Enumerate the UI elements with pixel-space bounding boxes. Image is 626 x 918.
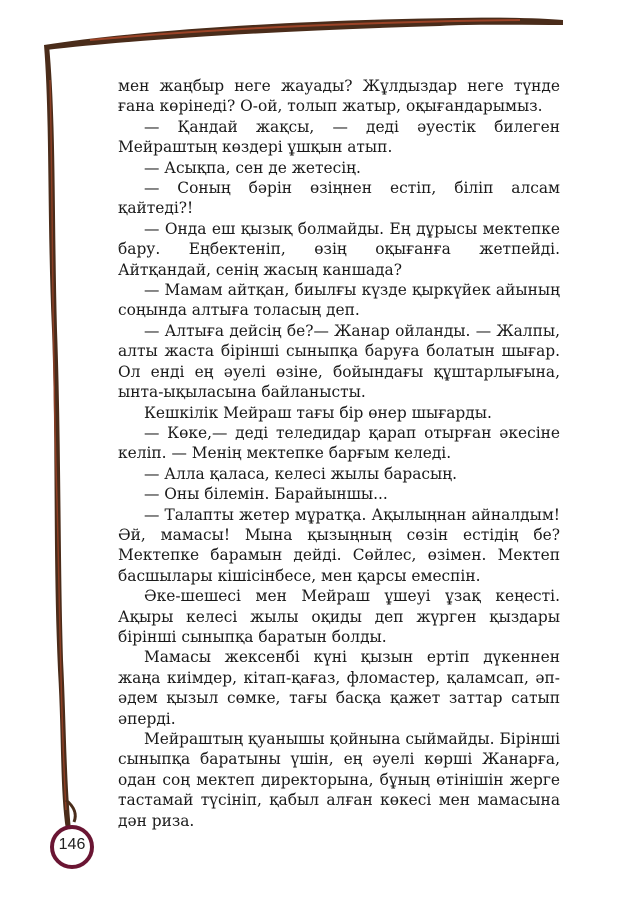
top-border-stroke xyxy=(44,18,563,50)
paragraph: — Асықпа, сен де жетесің. xyxy=(144,158,361,177)
paragraph: Мейраштың қуанышы қойнына сыймайды. Бірінші сыныпқа баратыны үшін, ең әуелі көрші Жанарға, одан соң мектеп директорына, бұның өтінішін жерге тастамай түсініп, қабыл алған көкесі мен мамасына дән риза. xyxy=(118,730,560,830)
page-number: 146 xyxy=(58,836,86,853)
paragraph: Мамасы жексенбі күні қызын ертіп дүкеннен жаңа киімдер, кітап-қағаз, фломастер, қаламсап, әп-әдем қызыл сөмке, тағы басқа қажет заттар сатып әперді. xyxy=(118,648,560,728)
paragraph: — Алла қаласа, келесі жылы барасың. xyxy=(144,464,458,483)
paragraph: — Қандай жақсы, — деді әуестік билеген Мейраштың көздері ұшқын атып. xyxy=(118,117,560,157)
paragraph: — Оны білемін. Барайыншы... xyxy=(144,485,388,504)
paragraph: — Онда еш қызық болмайды. Ең дұрысы мектепке бару. Еңбектеніп, өзің оқығанға жетпейді. Айтқандай, сенің жасың каншада? xyxy=(118,219,560,279)
paragraph: Әке-шешесі мен Мейраш ұшеуі ұзақ кеңесті. Ақыры келесі жылы оқиды деп жүрген қыздары бірінші сыныпқа баратын болды. xyxy=(118,587,560,646)
left-border-accent xyxy=(50,80,66,810)
bottom-hook xyxy=(66,800,75,822)
paragraph: — Мамам айтқан, биылғы күзде қыркүйек айының соңында алтыға толасың деп. xyxy=(118,281,560,320)
paragraph: Кешкілік Мейраш тағы бір өнер шығарды. xyxy=(144,403,492,422)
body-text xyxy=(118,76,560,831)
paragraph: — Соның бәрін өзіңнен естіп, біліп алсам қайтеді?! xyxy=(118,179,560,218)
paragraph: — Алтыға дейсің бе?— Жанар ойланды. — Жалпы, алты жаста бірінші сыныпқа баруға болатын шығар. Ол енді ең әуелі өзіне, бойындағы құштарлығына, ынта-ықыласына байланысты. xyxy=(118,321,560,402)
top-border-accent xyxy=(90,20,520,40)
left-border-stroke xyxy=(44,45,71,830)
paragraph: — Талапты жетер мұратқа. Ақылыңнан айналдым! Әй, мамасы! Мына қызыңның сөзін естідің бе? Мектепке барамын дейді. Сөйлес, өзімен. Мектеп басшылары кішісінбесе, мен қарсы емеспін. xyxy=(118,505,560,585)
paragraph: — Көке,— деді теледидар қарап отырған әкесіне келіп. — Менің мектепке барғым келеді. xyxy=(118,423,560,463)
paragraph: мен жаңбыр неге жауады? Жұлдыздар неге түнде ғана көрінеді? О-ой, толып жатыр, оқығандарымыз. xyxy=(118,77,560,116)
